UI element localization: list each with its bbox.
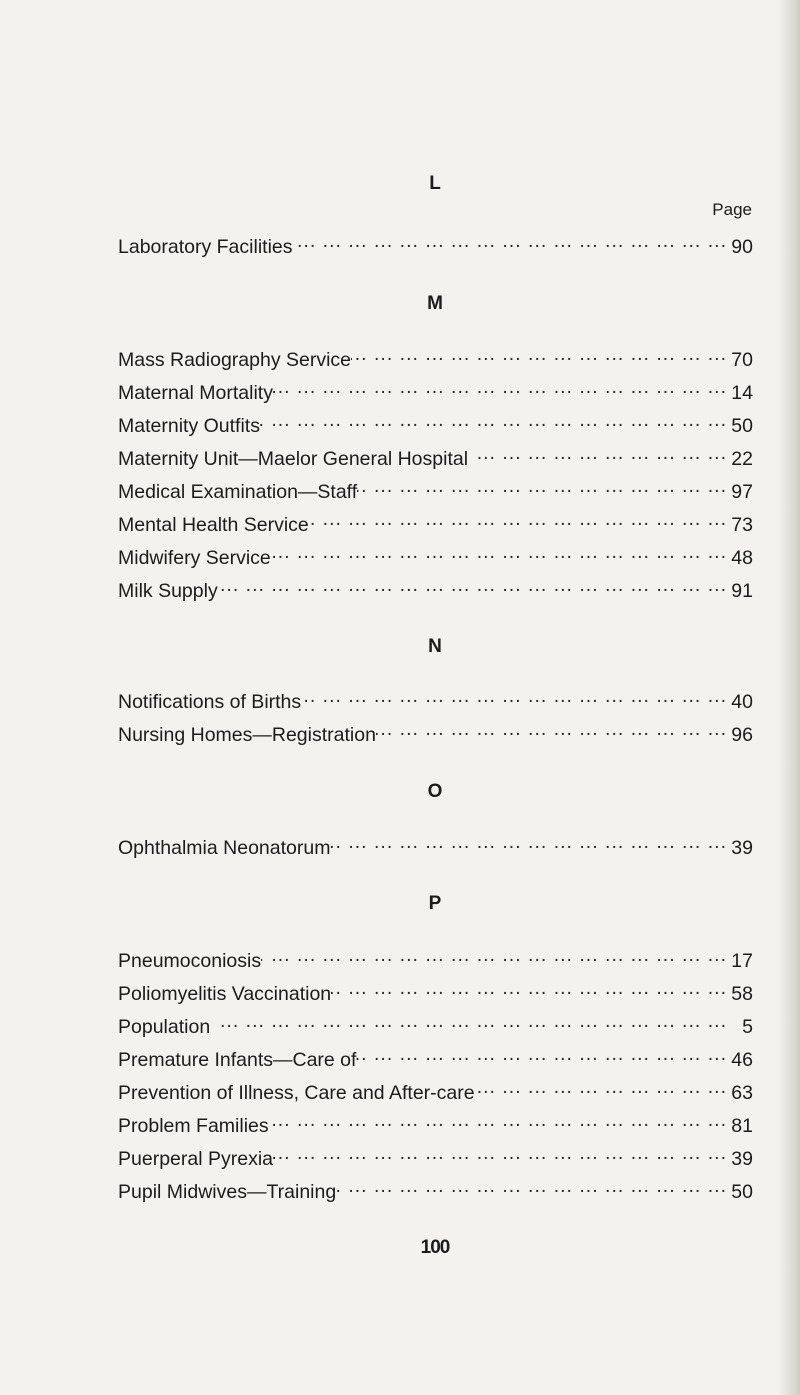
index-entry bbox=[118, 1010, 753, 1040]
index-entry bbox=[118, 1076, 753, 1106]
entry-page-number: 50 bbox=[731, 1181, 753, 1203]
index-entry bbox=[118, 508, 753, 538]
leader-dots bbox=[331, 977, 731, 1000]
index-entry bbox=[118, 1142, 753, 1172]
entry-page-number: 5 bbox=[742, 1016, 753, 1038]
section-letter-m: M bbox=[427, 293, 443, 314]
entry-label: Medical Examination—Staff bbox=[118, 481, 358, 503]
index-entry bbox=[118, 944, 753, 974]
entry-page-number: 91 bbox=[731, 580, 753, 602]
index-entry bbox=[118, 1109, 753, 1139]
entry-label: Maternity Unit—Maelor General Hospital bbox=[118, 448, 469, 470]
entry-page-number: 97 bbox=[731, 481, 753, 503]
index-entry bbox=[118, 475, 753, 505]
entry-page-number: 58 bbox=[731, 983, 753, 1005]
leader-dots bbox=[376, 718, 731, 741]
index-entry bbox=[118, 1175, 753, 1205]
section-letter-n: N bbox=[428, 636, 442, 657]
entry-label: Pneumoconiosis bbox=[118, 950, 262, 972]
leader-dots bbox=[351, 343, 731, 366]
entry-label: Problem Families bbox=[118, 1115, 269, 1137]
index-entry bbox=[118, 831, 753, 861]
entry-label: Nursing Homes—Registration bbox=[118, 724, 376, 746]
entry-label: Mental Health Service bbox=[118, 514, 309, 536]
index-entry bbox=[118, 343, 753, 373]
index-entry bbox=[118, 442, 753, 472]
entry-label: Mass Radiography Service bbox=[118, 349, 352, 371]
entry-label: Prevention of Illness, Care and After-care bbox=[118, 1082, 475, 1104]
entry-page-number: 39 bbox=[731, 1148, 753, 1170]
index-entry bbox=[118, 376, 753, 406]
leader-dots bbox=[330, 831, 731, 854]
index-entry bbox=[118, 230, 753, 260]
entry-label: Maternal Mortality bbox=[118, 382, 273, 404]
entry-page-number: 90 bbox=[731, 236, 753, 258]
entry-label: Puerperal Pyrexia bbox=[118, 1148, 273, 1170]
index-entry bbox=[118, 1043, 753, 1073]
leader-dots bbox=[260, 409, 731, 432]
entry-page-number: 96 bbox=[731, 724, 753, 746]
section-letter-o: O bbox=[427, 781, 443, 802]
entry-label: Midwifery Service bbox=[118, 547, 271, 569]
leader-dots bbox=[269, 1109, 731, 1132]
leader-dots bbox=[271, 541, 731, 564]
leader-dots bbox=[293, 230, 732, 253]
index-entry bbox=[118, 977, 753, 1007]
index-entry bbox=[118, 685, 753, 715]
index-entry bbox=[118, 541, 753, 571]
entry-label: Maternity Outfits bbox=[118, 415, 260, 437]
entry-label: Ophthalmia Neonatorum bbox=[118, 837, 331, 859]
entry-label: Laboratory Facilities bbox=[118, 236, 293, 258]
entry-label: Notifications of Births bbox=[118, 691, 302, 713]
page-column-header: Page bbox=[712, 200, 752, 219]
leader-dots bbox=[261, 944, 731, 967]
leader-dots bbox=[336, 1175, 731, 1198]
section-letter-l: L bbox=[429, 173, 441, 194]
entry-page-number: 22 bbox=[731, 448, 753, 470]
entry-label: Pupil Midwives—Training bbox=[118, 1181, 337, 1203]
entry-page-number: 46 bbox=[731, 1049, 753, 1071]
leader-dots bbox=[210, 1010, 731, 1033]
entry-page-number: 39 bbox=[731, 837, 753, 859]
entry-label: Population bbox=[118, 1016, 211, 1038]
footer-page-number: 100 bbox=[420, 1237, 450, 1258]
entry-label: Milk Supply bbox=[118, 580, 218, 602]
leader-dots bbox=[301, 685, 731, 708]
entry-page-number: 50 bbox=[731, 415, 753, 437]
index-entry bbox=[118, 574, 753, 604]
leader-dots bbox=[273, 1142, 731, 1165]
entry-page-number: 40 bbox=[731, 691, 753, 713]
leader-dots bbox=[273, 376, 731, 399]
entry-page-number: 63 bbox=[731, 1082, 753, 1104]
page-edge-shadow bbox=[778, 0, 800, 1395]
index-entry bbox=[118, 409, 753, 439]
entry-label: Poliomyelitis Vaccination bbox=[118, 983, 332, 1005]
entry-page-number: 48 bbox=[731, 547, 753, 569]
leader-dots bbox=[475, 1076, 731, 1099]
leader-dots bbox=[357, 475, 731, 498]
entry-page-number: 81 bbox=[731, 1115, 753, 1137]
entry-page-number: 70 bbox=[731, 349, 753, 371]
leader-dots bbox=[309, 508, 731, 531]
index-entry bbox=[118, 718, 753, 748]
entry-page-number: 17 bbox=[731, 950, 753, 972]
section-letter-p: P bbox=[428, 893, 442, 914]
entry-page-number: 14 bbox=[731, 382, 753, 404]
leader-dots bbox=[356, 1043, 731, 1066]
leader-dots bbox=[218, 574, 731, 597]
leader-dots bbox=[468, 442, 731, 465]
entry-label: Premature Infants—Care of bbox=[118, 1049, 357, 1071]
entry-page-number: 73 bbox=[731, 514, 753, 536]
